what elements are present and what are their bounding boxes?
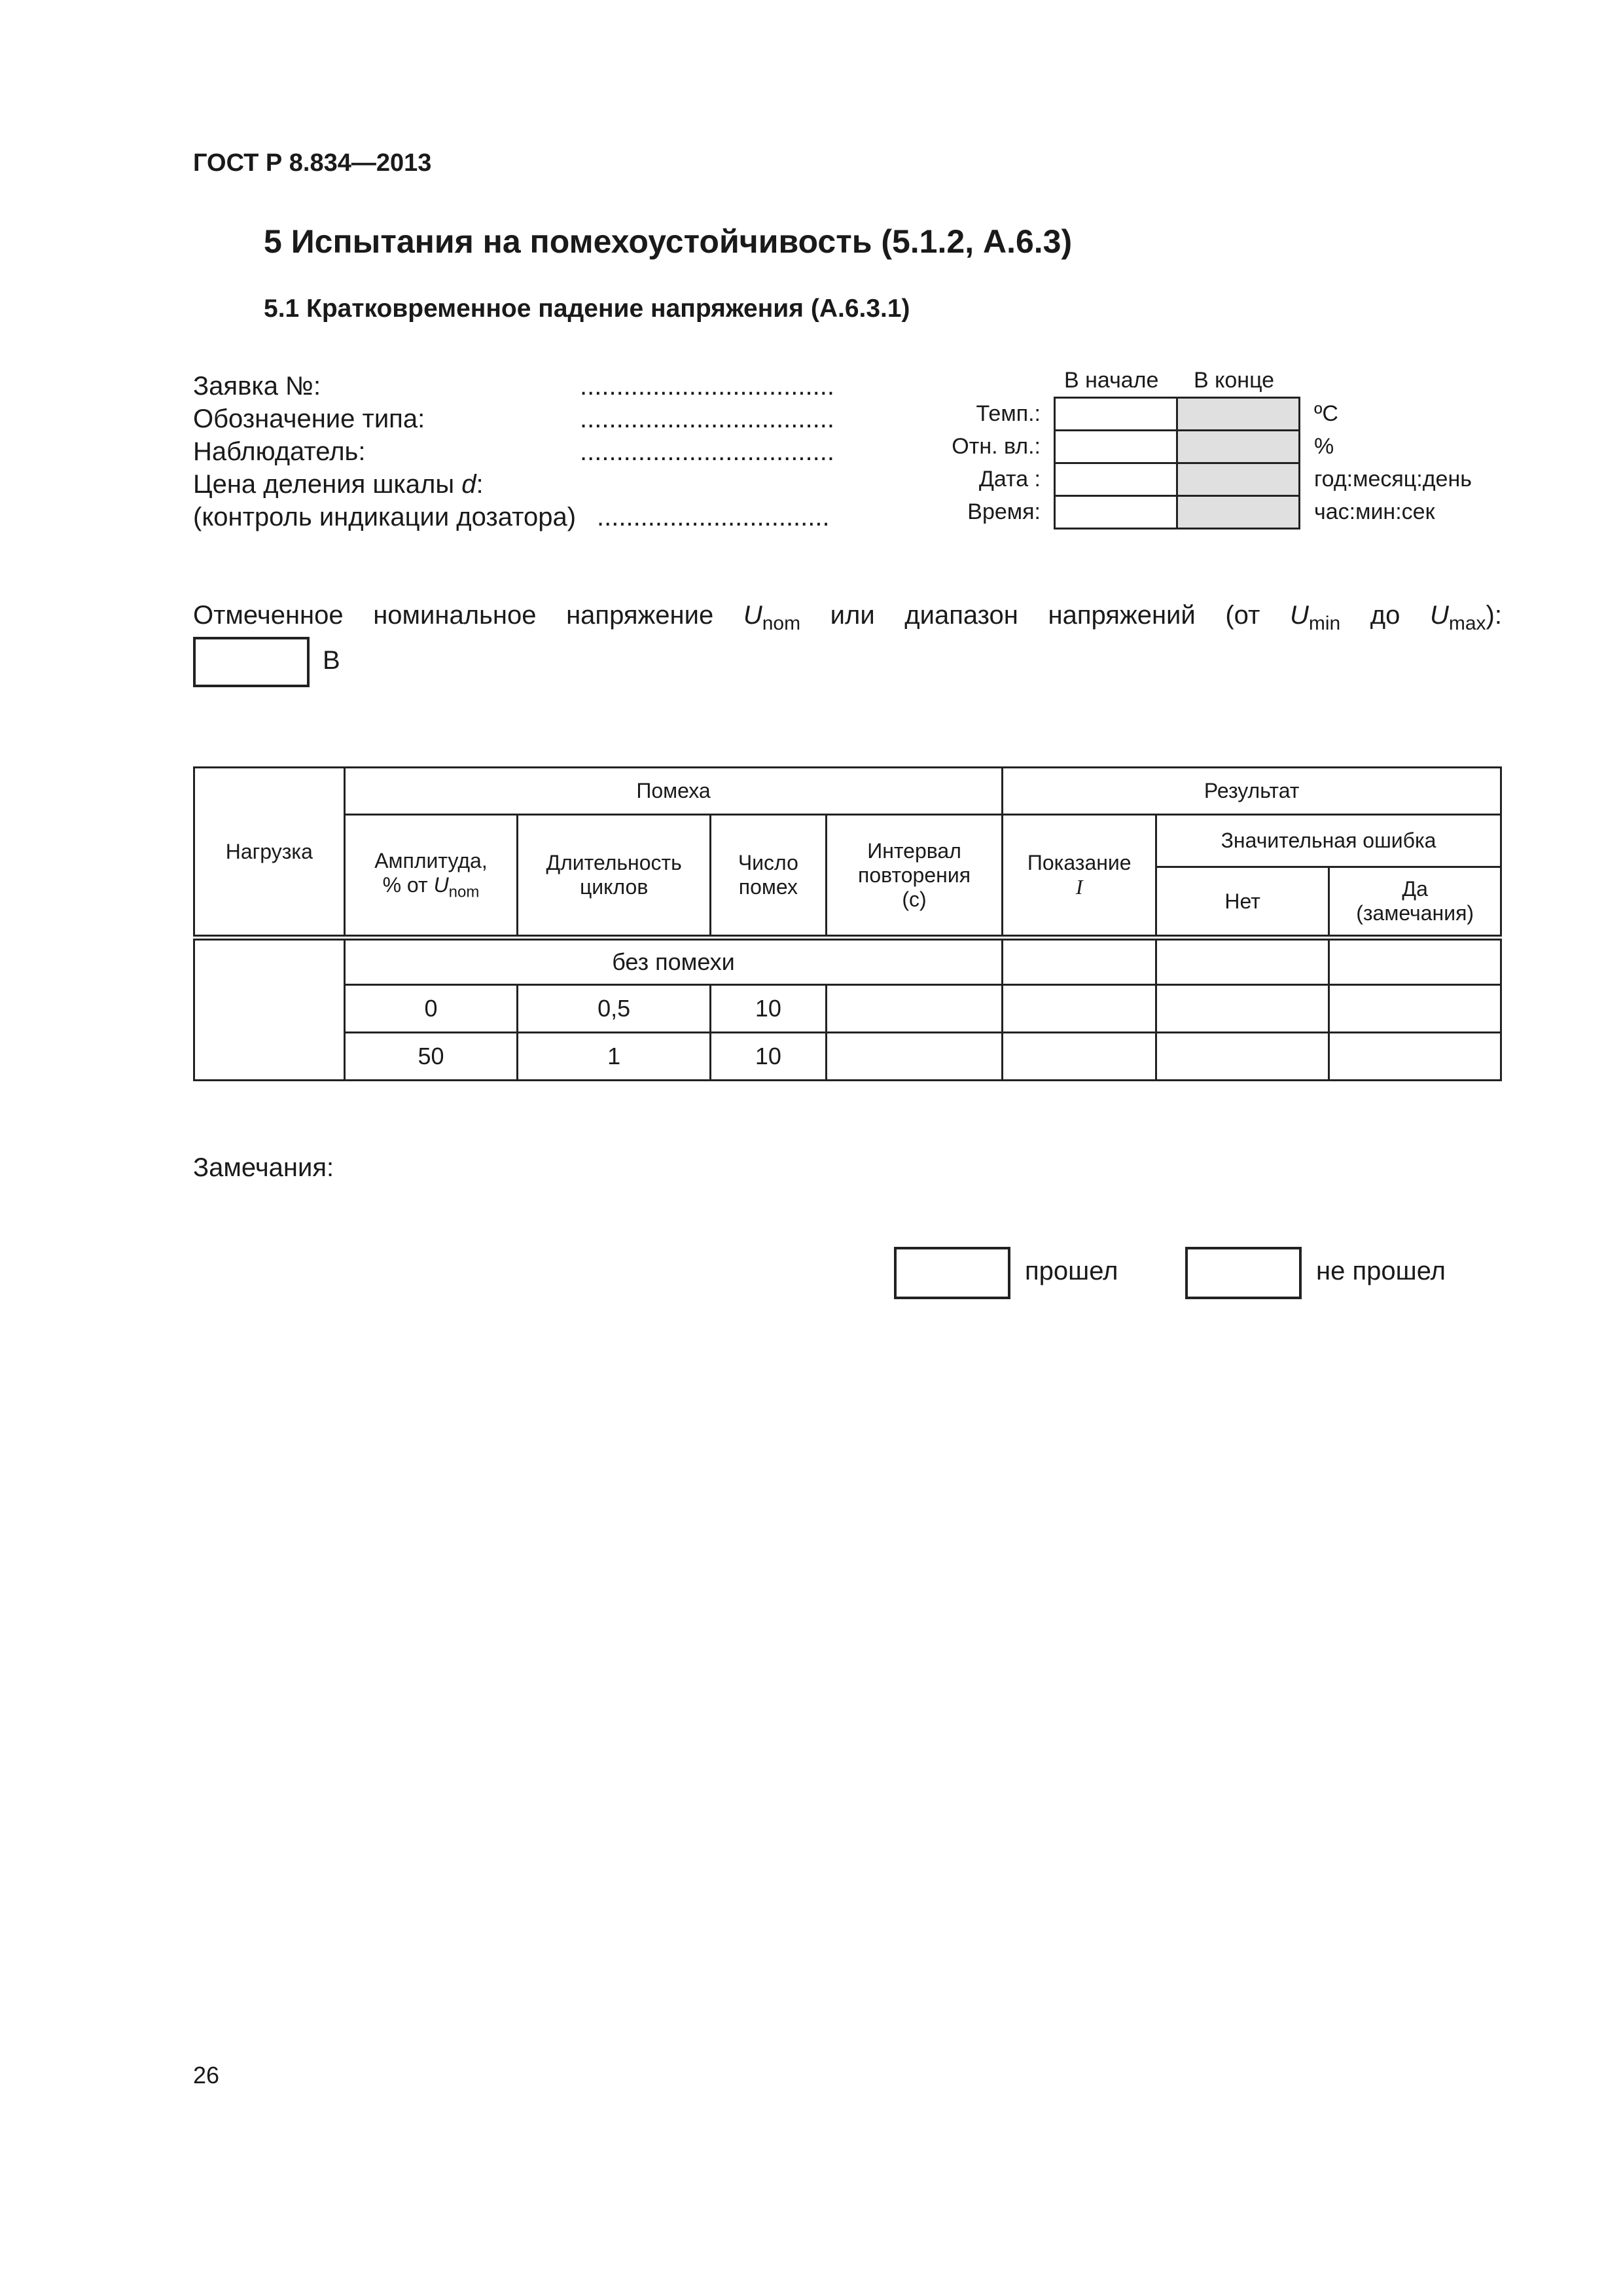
failed-label: не прошел	[1316, 1257, 1446, 1285]
env-unit-time: час:мин:сек	[1314, 499, 1435, 524]
interval-cell[interactable]	[826, 985, 1003, 1033]
env-unit-humidity: %	[1314, 434, 1334, 459]
error-no-cell[interactable]	[1156, 985, 1329, 1033]
reading-cell[interactable]	[1003, 938, 1156, 985]
duration-cell: 0,5	[518, 985, 711, 1033]
col-amplitude-header: Амплитуда, % от $U_{nom}$	[344, 815, 518, 938]
application-no-field[interactable]: ...................................	[580, 372, 834, 401]
col-no-header: Нет	[1156, 867, 1329, 938]
env-label-temp: Темп.:	[976, 401, 1041, 426]
nominal-voltage-text: Отмеченное номинальное напряжение $U_{nom}$ или диапазон напряжений (от $U_{min}$ до $U_{max}$):	[193, 601, 1502, 634]
voltage-unit: В	[323, 646, 340, 675]
col-interval-header: Интервал повторения (с)	[826, 815, 1003, 938]
env-unit-temp: ºC	[1314, 401, 1338, 426]
count-cell: 10	[711, 985, 827, 1033]
env-col-end: В конце	[1194, 368, 1275, 393]
subsection-title: 5.1 Кратковременное падение напряжения (А.6.3.1)	[264, 295, 910, 323]
failed-checkbox[interactable]	[1185, 1247, 1302, 1299]
section-title: 5 Испытания на помехоустойчивость (5.1.2, А.6.3)	[264, 223, 1073, 260]
env-temp-start-cell[interactable]	[1054, 397, 1178, 431]
env-humidity-start-cell[interactable]	[1054, 429, 1178, 464]
passed-checkbox[interactable]	[894, 1247, 1010, 1299]
document-code: ГОСТ Р 8.834—2013	[193, 149, 432, 177]
observer-field[interactable]: ...................................	[580, 437, 834, 466]
col-reading-header: Показание I	[1003, 815, 1156, 938]
col-count-header: Число помех	[711, 815, 827, 938]
amplitude-cell: 0	[344, 985, 518, 1033]
count-cell: 10	[711, 1033, 827, 1081]
error-yes-cell[interactable]	[1329, 1033, 1501, 1081]
type-designation-field[interactable]: ...................................	[580, 404, 834, 433]
error-no-cell[interactable]	[1156, 938, 1329, 985]
env-date-end-cell[interactable]	[1176, 462, 1300, 497]
reading-cell[interactable]	[1003, 985, 1156, 1033]
env-col-start: В начале	[1064, 368, 1159, 393]
env-time-end-cell[interactable]	[1176, 495, 1300, 529]
env-label-time: Время:	[967, 499, 1041, 524]
dispenser-control-label: (контроль индикации дозатора)	[193, 503, 577, 531]
passed-label: прошел	[1025, 1257, 1118, 1285]
interval-cell[interactable]	[826, 1033, 1003, 1081]
error-no-cell[interactable]	[1156, 1033, 1329, 1081]
remarks-label: Замечания:	[193, 1153, 334, 1182]
env-unit-date: год:месяц:день	[1314, 467, 1472, 492]
group-interference-header: Помеха	[344, 768, 1003, 815]
observer-label: Наблюдатель:	[193, 437, 366, 466]
col-load-header: Нагрузка	[194, 768, 345, 938]
results-table	[193, 766, 1502, 1081]
table-row	[194, 985, 1501, 1033]
env-temp-end-cell[interactable]	[1176, 397, 1300, 431]
page-number: 26	[193, 2062, 220, 2089]
table-row	[194, 938, 1501, 985]
error-yes-cell[interactable]	[1329, 938, 1501, 985]
duration-cell: 1	[518, 1033, 711, 1081]
env-label-humidity: Отн. вл.:	[952, 434, 1041, 459]
voltage-input-box[interactable]	[193, 637, 310, 687]
col-significant-error-header: Значительная ошибка	[1156, 815, 1501, 867]
env-date-start-cell[interactable]	[1054, 462, 1178, 497]
col-duration-header: Длительность циклов	[518, 815, 711, 938]
scale-division-label: Цена деления шкалы d:	[193, 470, 484, 499]
env-time-start-cell[interactable]	[1054, 495, 1178, 529]
type-designation-label: Обозначение типа:	[193, 404, 425, 433]
no-interference-cell: без помехи	[344, 938, 1003, 985]
table-row	[194, 1033, 1501, 1081]
amplitude-cell: 50	[344, 1033, 518, 1081]
group-result-header: Результат	[1003, 768, 1501, 815]
env-label-date: Дата :	[978, 467, 1041, 492]
application-no-label: Заявка №:	[193, 372, 321, 401]
error-yes-cell[interactable]	[1329, 985, 1501, 1033]
load-cell[interactable]	[194, 938, 345, 1081]
env-humidity-end-cell[interactable]	[1176, 429, 1300, 464]
reading-cell[interactable]	[1003, 1033, 1156, 1081]
dispenser-control-field[interactable]: ................................	[597, 503, 830, 531]
col-yes-header: Да (замечания)	[1329, 867, 1501, 938]
